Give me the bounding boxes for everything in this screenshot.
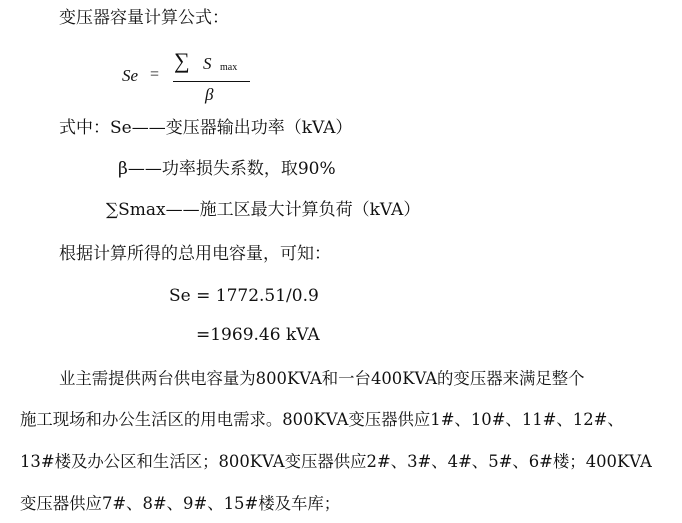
paragraph-line-3: 13#楼及办公区和生活区；800KVA变压器供应2#、3#、4#、5#、6#楼；400KVA xyxy=(20,452,652,471)
calculation-step-1: Se = 1772.51/0.9 xyxy=(169,286,319,306)
definition-se: 式中：Se——变压器输出功率（kVA） xyxy=(59,118,353,138)
paragraph-line-2: 施工现场和办公生活区的用电需求。800KVA变压器供应1#、10#、11#、12#、 xyxy=(20,410,624,429)
formula-heading: 变压器容量计算公式： xyxy=(59,8,229,28)
paragraph-line-4: 变压器供应7#、8#、9#、15#楼及车库； xyxy=(20,494,341,513)
paragraph-line-1: 业主需提供两台供电容量为800KVA和一台400KVA的变压器来满足整个 xyxy=(59,369,585,388)
formula-equals: = xyxy=(150,66,160,83)
calculation-result: =1969.46 kVA xyxy=(196,325,320,345)
formula-fraction-bar xyxy=(173,81,250,82)
formula-numerator-subscript: max xyxy=(220,62,238,73)
capacity-formula xyxy=(118,48,278,108)
formula-numerator-var: S xyxy=(203,54,212,73)
definition-smax: ∑Smax——施工区最大计算负荷（kVA） xyxy=(106,200,421,220)
formula-sigma: ∑ xyxy=(174,48,190,73)
definition-beta: β——功率损失系数，取90% xyxy=(118,159,336,179)
formula-denominator: β xyxy=(205,85,214,104)
calculation-intro: 根据计算所得的总用电容量，可知： xyxy=(59,244,331,264)
formula-lhs: Se xyxy=(122,66,139,85)
